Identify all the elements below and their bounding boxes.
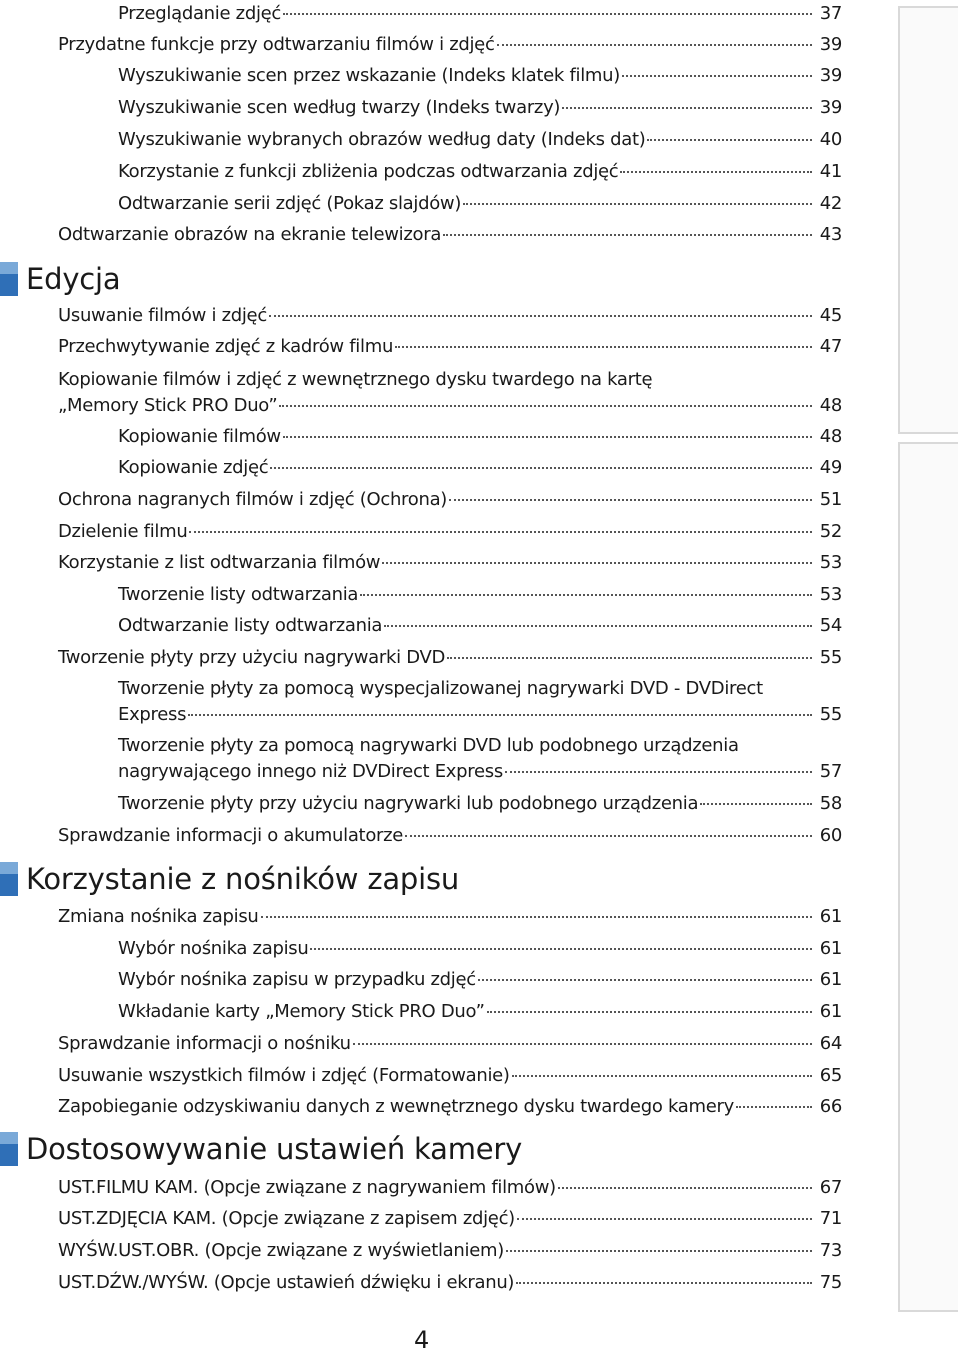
- toc-entry[interactable]: [118, 191, 842, 217]
- toc-entry[interactable]: [58, 1270, 842, 1296]
- toc-entry-title: Przeglądanie zdjęć: [118, 3, 282, 24]
- dot-leader: [562, 107, 812, 109]
- toc-entry[interactable]: [118, 455, 842, 481]
- toc-entry[interactable]: [118, 936, 842, 962]
- toc-entry-title: Przechwytywanie zdjęć z kadrów filmu: [58, 336, 394, 357]
- toc-entry[interactable]: [118, 676, 842, 728]
- toc-entry-title: Kopiowanie filmów: [118, 426, 281, 447]
- section-title: Edycja: [26, 262, 121, 296]
- toc-entry-title: „Memory Stick PRO Duo”: [58, 395, 278, 416]
- toc-entry[interactable]: [58, 519, 842, 545]
- toc-entry-page: 60: [819, 825, 842, 846]
- toc-entry-title: Wyszukiwanie scen według twarzy (Indeks twarzy): [118, 97, 561, 118]
- toc-entry-page: 55: [819, 704, 842, 725]
- section-heading: [0, 262, 120, 296]
- toc-entry-page: 66: [819, 1096, 842, 1117]
- dot-leader: [279, 405, 812, 407]
- dot-leader: [505, 771, 812, 773]
- toc-entry[interactable]: [58, 1094, 842, 1120]
- toc-entry-title: Wybór nośnika zapisu: [118, 938, 309, 959]
- dot-leader: [395, 346, 812, 348]
- toc-entry-title: Usuwanie filmów i zdjęć: [58, 305, 267, 326]
- toc-entry-page: 48: [819, 426, 842, 447]
- dot-leader: [647, 139, 812, 141]
- toc-entry[interactable]: [118, 967, 842, 993]
- toc-entry-page: 58: [819, 793, 842, 814]
- toc-entry-page: 61: [819, 969, 842, 990]
- toc-entry[interactable]: [58, 222, 842, 248]
- toc-entry[interactable]: [118, 1, 842, 27]
- dot-leader: [517, 1218, 812, 1220]
- dot-leader: [463, 203, 812, 205]
- section-heading: [0, 1132, 522, 1166]
- toc-entry-page: 37: [819, 3, 842, 24]
- toc-entry[interactable]: [118, 159, 842, 185]
- dot-leader: [283, 13, 812, 15]
- toc-entry-page: 61: [819, 1001, 842, 1022]
- toc-entry-page: 65: [819, 1065, 842, 1086]
- toc-entry[interactable]: [118, 999, 842, 1025]
- toc-entry-page: 45: [819, 305, 842, 326]
- toc-entry-page: 61: [819, 938, 842, 959]
- toc-entry[interactable]: [58, 1175, 842, 1201]
- toc-entry-title: Tworzenie listy odtwarzania: [118, 584, 359, 605]
- dot-leader: [382, 562, 812, 564]
- toc-entry-page: 52: [819, 521, 842, 542]
- toc-entry-page: 39: [819, 97, 842, 118]
- dot-leader: [360, 594, 812, 596]
- toc-entry-title: Dzielenie filmu: [58, 521, 188, 542]
- toc-entry-page: 43: [819, 224, 842, 245]
- toc-entry-title-line: Kopiowanie filmów i zdjęć z wewnętrznego dysku twardego na kartę: [58, 369, 653, 390]
- toc-entry-title: Przydatne funkcje przy odtwarzaniu filmów i zdjęć: [58, 34, 495, 55]
- toc-entry-title: Odtwarzanie listy odtwarzania: [118, 615, 383, 636]
- dot-leader: [506, 1250, 812, 1252]
- side-tab[interactable]: [898, 442, 958, 1312]
- dot-leader: [478, 979, 812, 981]
- dot-leader: [736, 1106, 812, 1108]
- dot-leader: [269, 315, 812, 317]
- toc-entry-title: Korzystanie z funkcji zbliżenia podczas odtwarzania zdjęć: [118, 161, 619, 182]
- section-title: Dostosowywanie ustawień kamery: [26, 1132, 523, 1166]
- dot-leader: [261, 916, 812, 918]
- toc-entry-page: 54: [819, 615, 842, 636]
- dot-leader: [443, 234, 812, 236]
- section-marker-icon: [0, 862, 18, 896]
- toc-entry-title: Wybór nośnika zapisu w przypadku zdjęć: [118, 969, 476, 990]
- dot-leader: [384, 625, 812, 627]
- toc-entry[interactable]: [58, 32, 842, 58]
- toc-entry-title: WYŚW.UST.OBR. (Opcje związane z wyświetlaniem): [58, 1240, 504, 1261]
- toc-entry-page: 67: [819, 1177, 842, 1198]
- toc-entry-page: 40: [819, 129, 842, 150]
- toc-entry-page: 64: [819, 1033, 842, 1054]
- toc-entry[interactable]: [58, 1031, 842, 1057]
- dot-leader: [447, 657, 812, 659]
- toc-entry-page: 55: [819, 647, 842, 668]
- toc-entry-page: 47: [819, 336, 842, 357]
- toc-entry-title: Ochrona nagranych filmów i zdjęć (Ochrona): [58, 489, 448, 510]
- toc-entry-page: 49: [819, 457, 842, 478]
- dot-leader: [405, 835, 812, 837]
- dot-leader: [189, 531, 812, 533]
- dot-leader: [620, 171, 812, 173]
- toc-entry-title: Odtwarzanie serii zdjęć (Pokaz slajdów): [118, 193, 462, 214]
- section-title: Korzystanie z nośników zapisu: [26, 862, 460, 896]
- section-marker-icon: [0, 1132, 18, 1166]
- dot-leader: [353, 1043, 812, 1045]
- toc-entry-title: UST.DŹW./WYŚW. (Opcje ustawień dźwięku i ekranu): [58, 1272, 515, 1293]
- toc-entry-title: Wyszukiwanie wybranych obrazów według daty (Indeks dat): [118, 129, 646, 150]
- toc-entry[interactable]: [118, 127, 842, 153]
- toc-entry-title: Sprawdzanie informacji o nośniku: [58, 1033, 351, 1054]
- dot-leader: [512, 1075, 812, 1077]
- toc-entry-page: 57: [819, 761, 842, 782]
- toc-entry[interactable]: [58, 487, 842, 513]
- dot-leader: [558, 1187, 812, 1189]
- toc-entry[interactable]: [58, 1063, 842, 1089]
- toc-entry-title: Express: [118, 704, 187, 725]
- toc-entry-title: Tworzenie płyty przy użyciu nagrywarki lub podobnego urządzenia: [118, 793, 699, 814]
- toc-entry-title: Usuwanie wszystkich filmów i zdjęć (Formatowanie): [58, 1065, 510, 1086]
- dot-leader: [622, 75, 812, 77]
- toc-entry[interactable]: [118, 733, 842, 785]
- toc-entry-page: 39: [819, 65, 842, 86]
- toc-entry-title: Sprawdzanie informacji o akumulatorze: [58, 825, 404, 846]
- toc-entry-page: 53: [819, 552, 842, 573]
- toc-entry-page: 42: [819, 193, 842, 214]
- toc-entry[interactable]: [58, 823, 842, 849]
- toc-entry-page: 41: [819, 161, 842, 182]
- dot-leader: [487, 1011, 812, 1013]
- toc-entry-title: Zapobieganie odzyskiwaniu danych z wewnętrznego dysku twardego kamery: [58, 1096, 734, 1117]
- toc-entry-title-line: Tworzenie płyty za pomocą nagrywarki DVD lub podobnego urządzenia: [118, 735, 739, 756]
- dot-leader: [449, 499, 812, 501]
- section-heading: [0, 862, 459, 896]
- toc-entry-title: Zmiana nośnika zapisu: [58, 906, 259, 927]
- toc-entry-title-line: Tworzenie płyty za pomocą wyspecjalizowanej nagrywarki DVD - DVDirect: [118, 678, 763, 699]
- toc-entry[interactable]: [118, 63, 842, 89]
- toc-entry-title: Wkładanie karty „Memory Stick PRO Duo”: [118, 1001, 485, 1022]
- toc-entry-page: 73: [819, 1240, 842, 1261]
- toc-entry-title: UST.ZDJĘCIA KAM. (Opcje związane z zapisem zdjęć): [58, 1208, 515, 1229]
- toc-entry-page: 48: [819, 395, 842, 416]
- toc-entry[interactable]: [58, 1238, 842, 1264]
- toc-entry-page: 51: [819, 489, 842, 510]
- toc-entry-title: UST.FILMU KAM. (Opcje związane z nagrywaniem filmów): [58, 1177, 556, 1198]
- toc-entry[interactable]: [58, 367, 842, 419]
- toc-entry[interactable]: [118, 613, 842, 639]
- toc-entry-page: 61: [819, 906, 842, 927]
- page-number: 4: [414, 1326, 430, 1354]
- toc-entry[interactable]: [58, 1206, 842, 1232]
- toc-entry[interactable]: [58, 645, 842, 671]
- dot-leader: [188, 714, 812, 716]
- toc-entry[interactable]: [58, 334, 842, 360]
- section-marker-icon: [0, 262, 18, 296]
- dot-leader: [516, 1282, 812, 1284]
- toc-entry-title: nagrywającego innego niż DVDirect Express: [118, 761, 503, 782]
- toc-entry-title: Tworzenie płyty przy użyciu nagrywarki DVD: [58, 647, 446, 668]
- toc-entry[interactable]: [58, 550, 842, 576]
- dot-leader: [270, 467, 812, 469]
- toc-entry[interactable]: [58, 904, 842, 930]
- dot-leader: [283, 436, 812, 438]
- toc-entry-title: Kopiowanie zdjęć: [118, 457, 269, 478]
- toc-entry-title: Korzystanie z list odtwarzania filmów: [58, 552, 381, 573]
- dot-leader: [497, 44, 812, 46]
- toc-entry-page: 39: [819, 34, 842, 55]
- dot-leader: [700, 803, 812, 805]
- toc-entry-page: 71: [819, 1208, 842, 1229]
- toc-entry[interactable]: [118, 582, 842, 608]
- toc-entry[interactable]: [118, 424, 842, 450]
- toc-entry[interactable]: [118, 791, 842, 817]
- toc-entry-page: 75: [819, 1272, 842, 1293]
- toc-entry[interactable]: [58, 303, 842, 329]
- side-tabs: [898, 0, 960, 1310]
- side-tab[interactable]: [898, 6, 958, 434]
- toc-entry[interactable]: [118, 95, 842, 121]
- dot-leader: [310, 948, 812, 950]
- toc-entry-title: Odtwarzanie obrazów na ekranie telewizora: [58, 224, 442, 245]
- toc-entry-page: 53: [819, 584, 842, 605]
- toc-entry-title: Wyszukiwanie scen przez wskazanie (Indeks klatek filmu): [118, 65, 620, 86]
